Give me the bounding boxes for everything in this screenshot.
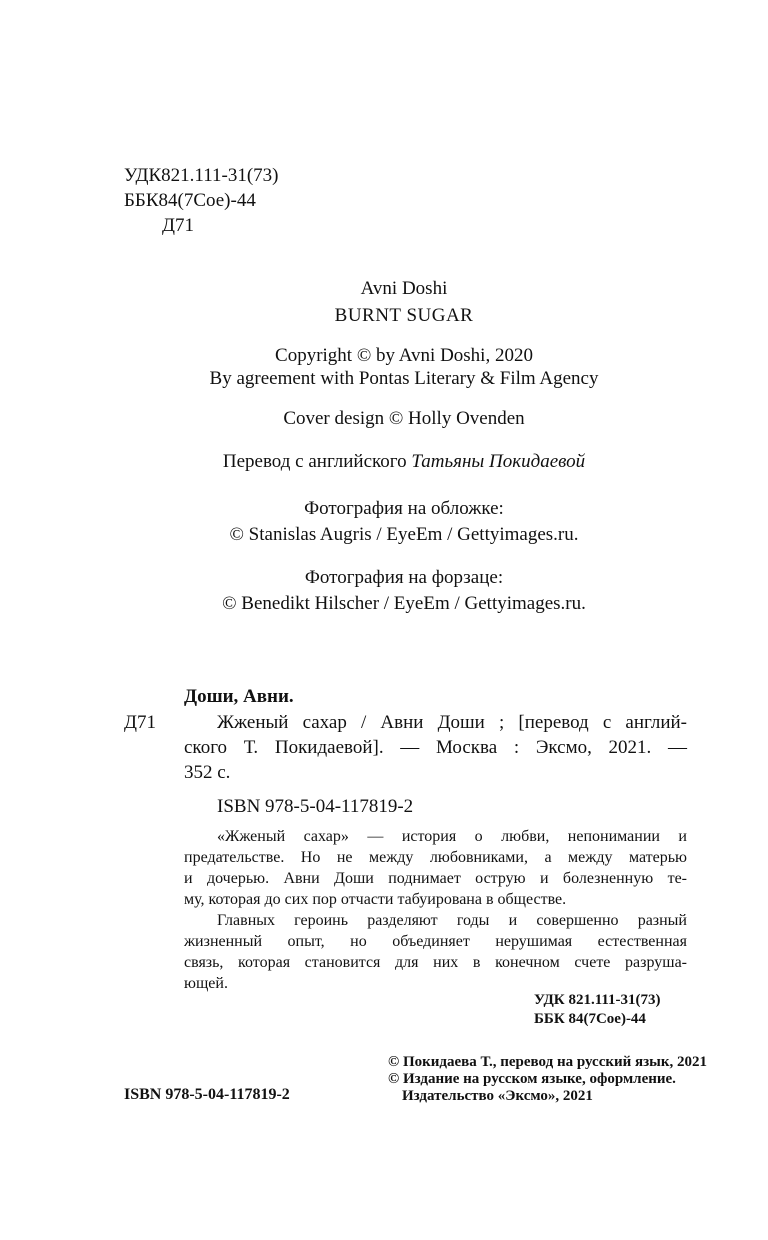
catalog-isbn: ISBN 978-5-04-117819-2 xyxy=(217,796,414,817)
catalog-desc-line-3: 352 с. xyxy=(184,762,231,783)
annotation-line: предательстве. Но не между любовниками, а между матерью xyxy=(184,849,687,866)
original-author: Avni Doshi xyxy=(360,278,448,299)
author-mark-code: Д71 xyxy=(162,215,194,236)
footer-udk: УДК 821.111-31(73) xyxy=(534,992,661,1008)
bbk-code: ББК84(7Сое)-44 xyxy=(124,190,256,211)
copyright-line-2: By agreement with Pontas Literary & Film Agency xyxy=(209,368,599,389)
annotation-line: «Жженый сахар» — история о любви, непонимании и xyxy=(217,828,687,845)
annotation-line: му, которая до сих пор отчасти табуирована в обществе. xyxy=(184,891,567,908)
cover-photo-credit: © Stanislas Augris / EyeEm / Gettyimages.ru. xyxy=(229,524,579,545)
copyright-edition: © Издание на русском языке, оформление. xyxy=(388,1071,676,1087)
footer-bbk: ББК 84(7Сое)-44 xyxy=(534,1011,646,1027)
endpaper-photo-label: Фотография на форзаце: xyxy=(304,567,504,588)
catalog-desc-line-2: ского Т. Покидаевой]. — Москва : Эксмо, 2021. — xyxy=(184,737,687,758)
cover-photo-label: Фотография на обложке: xyxy=(304,498,504,519)
endpaper-photo-credit: © Benedikt Hilscher / EyeEm / Gettyimages.ru. xyxy=(222,593,586,614)
footer-isbn: ISBN 978-5-04-117819-2 xyxy=(124,1086,290,1103)
annotation-line: и дочерью. Авни Доши поднимает острую и болезненную те- xyxy=(184,870,687,887)
annotation-line: Главных героинь разделяют годы и совершенно разный xyxy=(217,912,687,929)
catalog-code: Д71 xyxy=(124,712,156,733)
udk-code: УДК821.111-31(73) xyxy=(124,165,279,186)
translation-credit xyxy=(124,450,684,473)
cover-design-credit: Cover design © Holly Ovenden xyxy=(283,408,525,429)
copyright-line-1: Copyright © by Avni Doshi, 2020 xyxy=(275,345,533,366)
catalog-heading: Доши, Авни. xyxy=(184,686,294,707)
catalog-desc-line-1: Жженый сахар / Авни Доши ; [перевод с англий- xyxy=(217,712,687,733)
annotation-line: связь, которая становится для них в конечном счете разруша- xyxy=(184,954,687,971)
annotation-line: жизненный опыт, но объединяет нерушимая естественная xyxy=(184,933,687,950)
publisher-credit: Издательство «Эксмо», 2021 xyxy=(402,1088,593,1104)
annotation-line: ющей. xyxy=(184,975,228,992)
copyright-translation: © Покидаева Т., перевод на русский язык, 2021 xyxy=(388,1054,708,1070)
translation-prefix: Перевод с английского xyxy=(222,451,407,472)
original-title: BURNT SUGAR xyxy=(334,305,474,326)
translator-name: Татьяны Покидаевой xyxy=(411,451,586,472)
